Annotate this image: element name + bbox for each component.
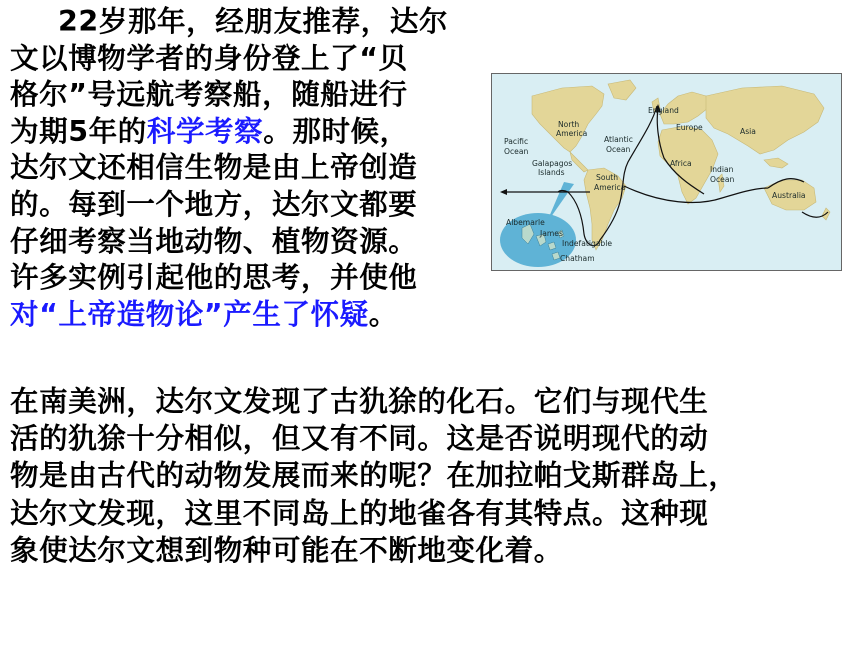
- label-australia: Australia: [772, 191, 806, 200]
- label-james: James: [540, 229, 563, 238]
- text-line: 的。每到一个地方，达尔文都要: [10, 187, 418, 221]
- text-line: 活的犰狳十分相似，但又有不同。这是否说明现代的动: [10, 422, 709, 456]
- label-albemarle: Albemarle: [506, 218, 545, 227]
- highlight-scientific-survey: 科学考察: [146, 114, 264, 148]
- label-asia: Asia: [740, 127, 756, 136]
- text-line: 文以博物学者的身份登上了“贝: [10, 41, 408, 75]
- label-south-america: America: [594, 183, 626, 192]
- text-line: 仔细考察当地动物、植物资源。: [10, 224, 418, 258]
- label-pacific-ocean: Ocean: [504, 147, 529, 156]
- label-indefatigable: Indefatigable: [562, 239, 613, 248]
- label-indian-ocean: Indian: [710, 165, 734, 174]
- label-africa: Africa: [670, 159, 692, 168]
- label-south-america: South: [596, 173, 619, 182]
- label-galapagos-islands: Islands: [538, 168, 565, 177]
- label-england: England: [648, 106, 679, 115]
- text-line: [10, 114, 480, 151]
- label-north-america: North: [558, 120, 580, 129]
- paragraph-darwin-voyage: [10, 4, 480, 333]
- world-map-svg: [492, 74, 841, 270]
- label-north-america: America: [556, 129, 588, 138]
- paragraph-armadillo-finches: [10, 383, 850, 569]
- label-chatham: Chatham: [560, 254, 595, 263]
- text-fragment: 。那时候，: [263, 114, 409, 148]
- text-line: 格尔”号远航考察船，随船进行: [10, 78, 408, 112]
- text-line: 达尔文还相信生物是由上帝创造: [10, 151, 418, 185]
- text-line: 在南美洲，达尔文发现了古犰狳的化石。它们与现代生: [10, 385, 709, 418]
- label-galapagos-islands: Galapagos: [532, 159, 573, 168]
- highlight-doubt-creationism: 对“上帝造物论”产生了怀疑: [10, 297, 369, 331]
- beagle-voyage-map: [491, 73, 842, 271]
- label-pacific-ocean: Pacific: [504, 137, 529, 146]
- text-line: 象使达尔文想到物种可能在不断地变化着。: [10, 533, 563, 567]
- text-fragment: 为期5年的: [10, 114, 147, 148]
- text-fragment: 。: [368, 297, 398, 331]
- text-line: 许多实例引起他的思考，并使他: [10, 261, 418, 295]
- label-atlantic-ocean: Atlantic: [604, 135, 633, 144]
- label-atlantic-ocean: Ocean: [606, 145, 631, 154]
- text-line: 22岁那年，经朋友推荐，达尔: [58, 5, 449, 38]
- text-line: 达尔文发现，这里不同岛上的地雀各有其特点。这种现: [10, 496, 709, 530]
- label-europe: Europe: [676, 123, 703, 132]
- text-line: [10, 297, 480, 334]
- text-line: 物是由古代的动物发展而来的呢？在加拉帕戈斯群岛上，: [10, 459, 738, 493]
- label-indian-ocean: Ocean: [710, 175, 735, 184]
